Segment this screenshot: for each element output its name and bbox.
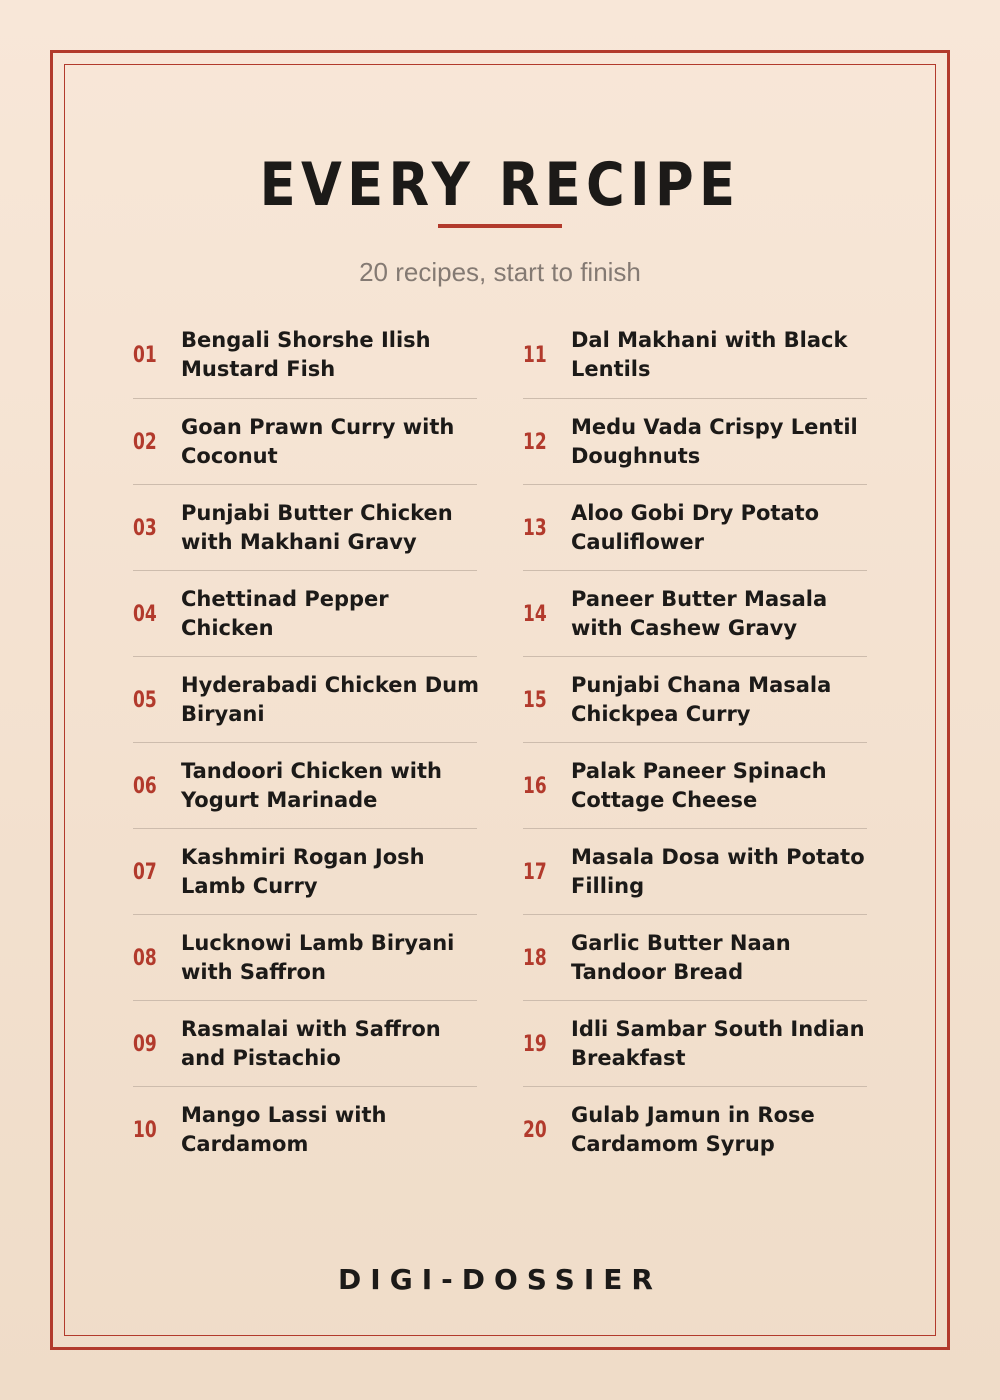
recipe-name: Hyderabadi Chicken Dum Biryani [181,673,479,726]
recipe-number: 06 [133,773,157,799]
recipe-list-right [523,312,867,1172]
recipe-item [133,656,477,742]
recipe-number: 08 [133,945,157,971]
page-title: EVERY RECIPE [259,150,741,220]
recipe-number: 18 [523,945,547,971]
recipe-item [523,484,867,570]
recipe-item [133,312,477,398]
recipe-name: Mango Lassi with Cardamom [181,1103,387,1156]
recipe-name: Paneer Butter Masala with Cashew Gravy [571,587,828,640]
recipe-number: 09 [133,1031,157,1057]
recipe-item [133,828,477,914]
recipe-list-left [133,312,477,1172]
recipe-name: Palak Paneer Spinach Cottage Cheese [571,759,827,812]
recipe-name: Lucknowi Lamb Biryani with Saffron [181,931,455,984]
recipe-item [133,484,477,570]
recipe-name: Garlic Butter Naan Tandoor Bread [571,931,791,984]
recipe-name: Tandoori Chicken with Yogurt Marinade [181,759,442,812]
recipe-item [523,914,867,1000]
recipe-name: Bengali Shorshe Ilish Mustard Fish [181,328,431,381]
recipe-number: 01 [133,342,157,368]
recipe-item [133,742,477,828]
recipe-number: 17 [523,859,547,885]
recipe-name: Medu Vada Crispy Lentil Doughnuts [571,415,858,468]
recipe-name: Chettinad Pepper Chicken [181,587,389,640]
recipe-number: 12 [523,429,547,455]
page-subtitle: 20 recipes, start to finish [359,257,641,287]
recipe-name: Rasmalai with Saffron and Pistachio [181,1017,441,1070]
recipe-item [133,570,477,656]
recipe-item [523,828,867,914]
recipe-name: Gulab Jamun in Rose Cardamom Syrup [571,1103,815,1156]
recipe-name: Punjabi Chana Masala Chickpea Curry [571,673,832,726]
recipe-item [133,398,477,484]
recipe-item [133,1086,477,1172]
recipe-name: Aloo Gobi Dry Potato Cauliflower [571,501,820,554]
recipe-name: Masala Dosa with Potato Filling [571,845,865,898]
recipe-item [133,914,477,1000]
recipe-name: Goan Prawn Curry with Coconut [181,415,455,468]
brand-footer: DIGI-DOSSIER [338,1263,662,1296]
recipe-name: Kashmiri Rogan Josh Lamb Curry [181,845,425,898]
recipe-number: 07 [133,859,157,885]
recipe-number: 02 [133,429,157,455]
recipe-number: 13 [523,515,547,541]
recipe-number: 11 [523,342,547,368]
recipe-item [523,398,867,484]
recipe-item [523,570,867,656]
recipe-name: Punjabi Butter Chicken with Makhani Gravy [181,501,453,554]
recipe-number: 10 [133,1117,157,1143]
recipe-item [523,312,867,398]
recipe-item [523,1086,867,1172]
recipe-name: Idli Sambar South Indian Breakfast [571,1017,865,1070]
recipe-number: 16 [523,773,547,799]
recipe-number: 04 [133,601,157,627]
recipe-item [133,1000,477,1086]
title-underline [438,224,562,228]
recipe-number: 03 [133,515,157,541]
recipe-number: 05 [133,687,157,713]
recipe-number: 14 [523,601,547,627]
recipe-number: 15 [523,687,547,713]
recipe-item [523,1000,867,1086]
recipe-name: Dal Makhani with Black Lentils [571,328,848,381]
recipe-number: 19 [523,1031,547,1057]
recipe-item [523,742,867,828]
recipe-number: 20 [523,1117,547,1143]
recipe-item [523,656,867,742]
